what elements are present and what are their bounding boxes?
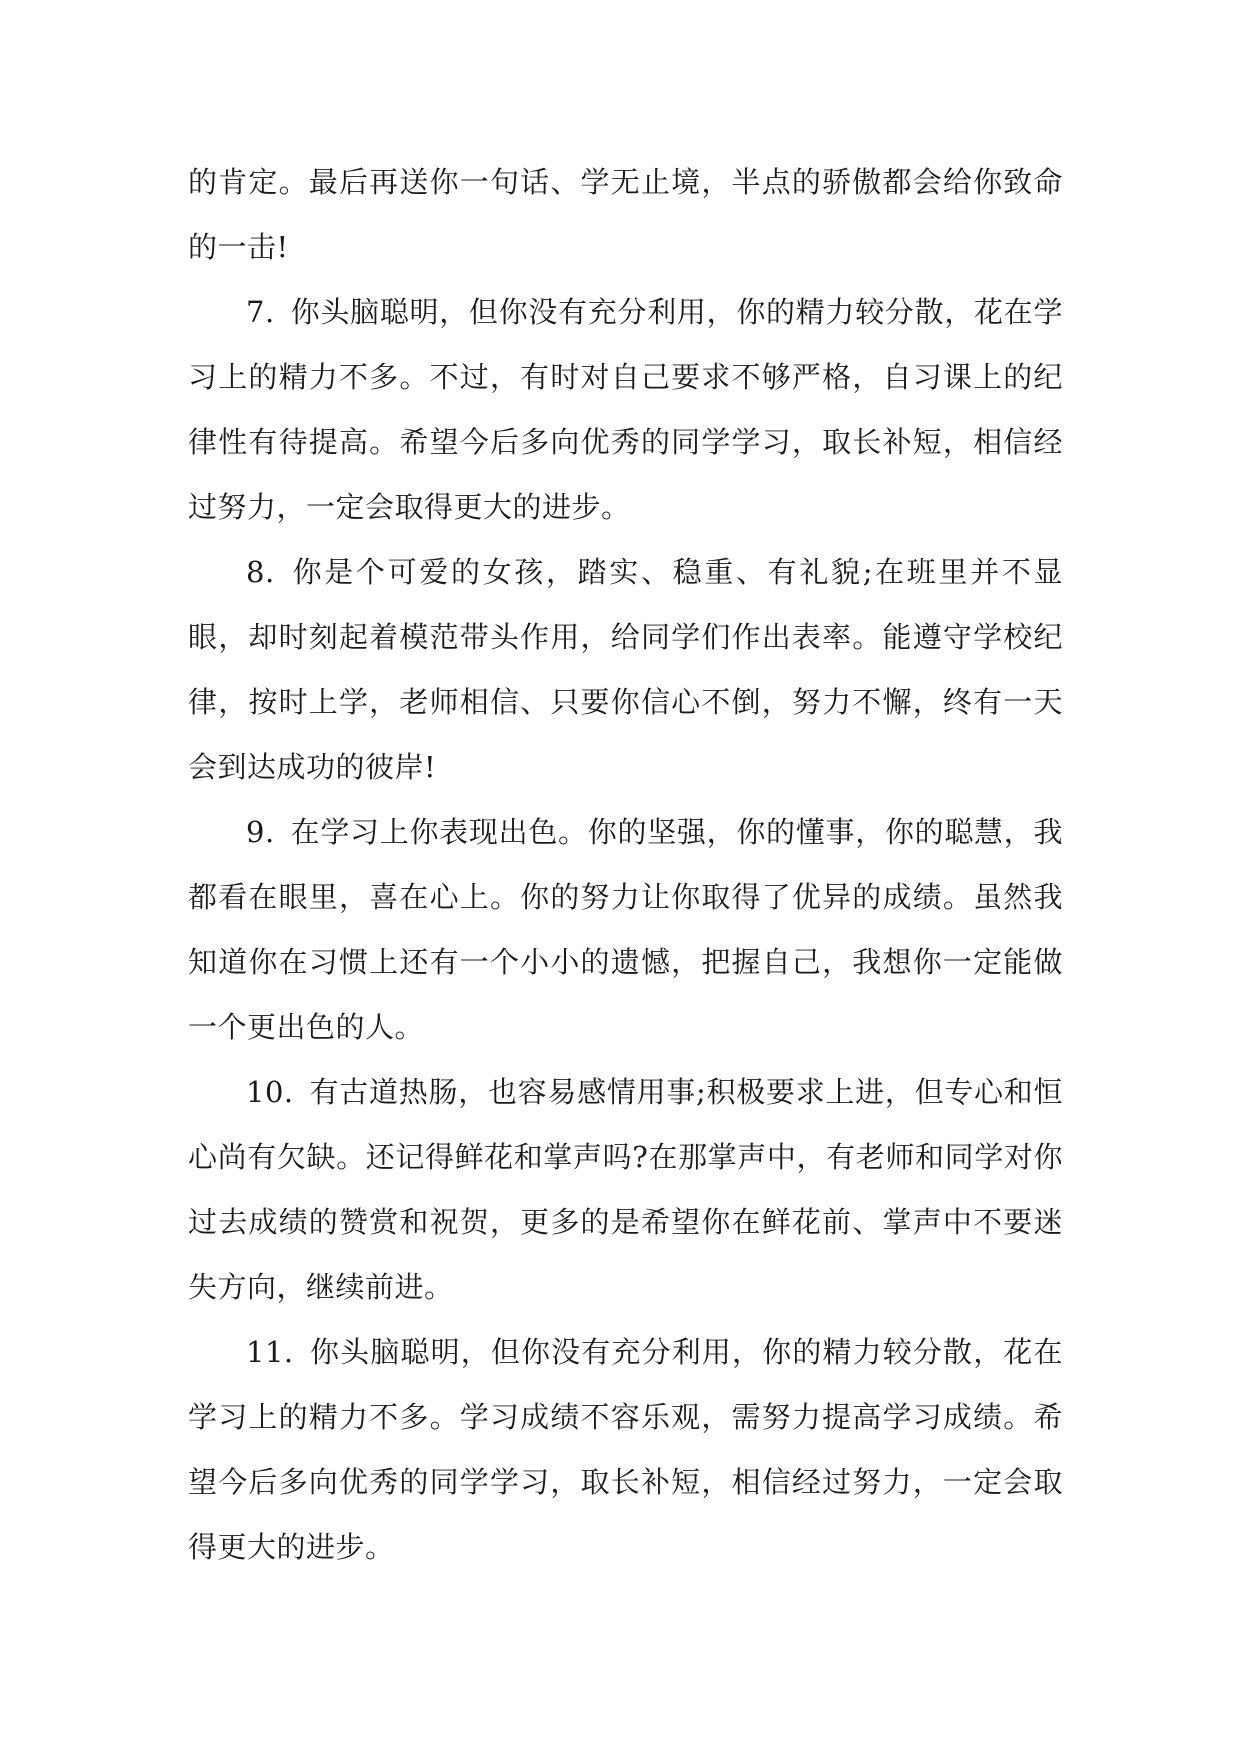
paragraph-8 [188, 540, 1063, 800]
paragraph-text: 你头脑聪明，但你没有充分利用，你的精力较分散，花在学习上的精力不多。不过，有时对自己要求不够严格，自习课上的纪律性有待提高。希望今后多向优秀的同学学习，取长补短，相信经过努力，一定会取得更大的进步。 [188, 295, 1063, 524]
paragraph-number: 9. [246, 815, 275, 849]
paragraph-11 [188, 1320, 1063, 1580]
paragraph-10 [188, 1060, 1063, 1320]
paragraph-text: 有古道热肠，也容易感情用事;积极要求上进，但专心和恒心尚有欠缺。还记得鲜花和掌声吗?在那掌声中，有老师和同学对你过去成绩的赞赏和祝贺，更多的是希望你在鲜花前、掌声中不要迷失方向，继续前进。 [188, 1075, 1063, 1304]
paragraph-continuation [188, 150, 1063, 280]
paragraph-9 [188, 800, 1063, 1060]
paragraph-text: 的肯定。最后再送你一句话、学无止境，半点的骄傲都会给你致命的一击! [188, 165, 1063, 264]
paragraph-number: 7. [246, 295, 275, 329]
paragraph-text: 在学习上你表现出色。你的坚强，你的懂事，你的聪慧，我都看在眼里，喜在心上。你的努力让你取得了优异的成绩。虽然我知道你在习惯上还有一个小小的遗憾，把握自己，我想你一定能做一个更出色的人。 [188, 815, 1063, 1044]
paragraph-number: 8. [246, 555, 275, 589]
paragraph-number: 10. [246, 1075, 294, 1109]
document-body [188, 150, 1063, 1580]
paragraph-text: 你头脑聪明，但你没有充分利用，你的精力较分散，花在学习上的精力不多。学习成绩不容乐观，需努力提高学习成绩。希望今后多向优秀的同学学习，取长补短，相信经过努力，一定会取得更大的进步。 [188, 1335, 1063, 1564]
paragraph-number: 11. [246, 1335, 294, 1369]
paragraph-text: 你是个可爱的女孩，踏实、稳重、有礼貌;在班里并不显眼，却时刻起着模范带头作用，给同学们作出表率。能遵守学校纪律，按时上学，老师相信、只要你信心不倒，努力不懈，终有一天会到达成功的彼岸! [188, 555, 1064, 784]
paragraph-7 [188, 280, 1063, 540]
